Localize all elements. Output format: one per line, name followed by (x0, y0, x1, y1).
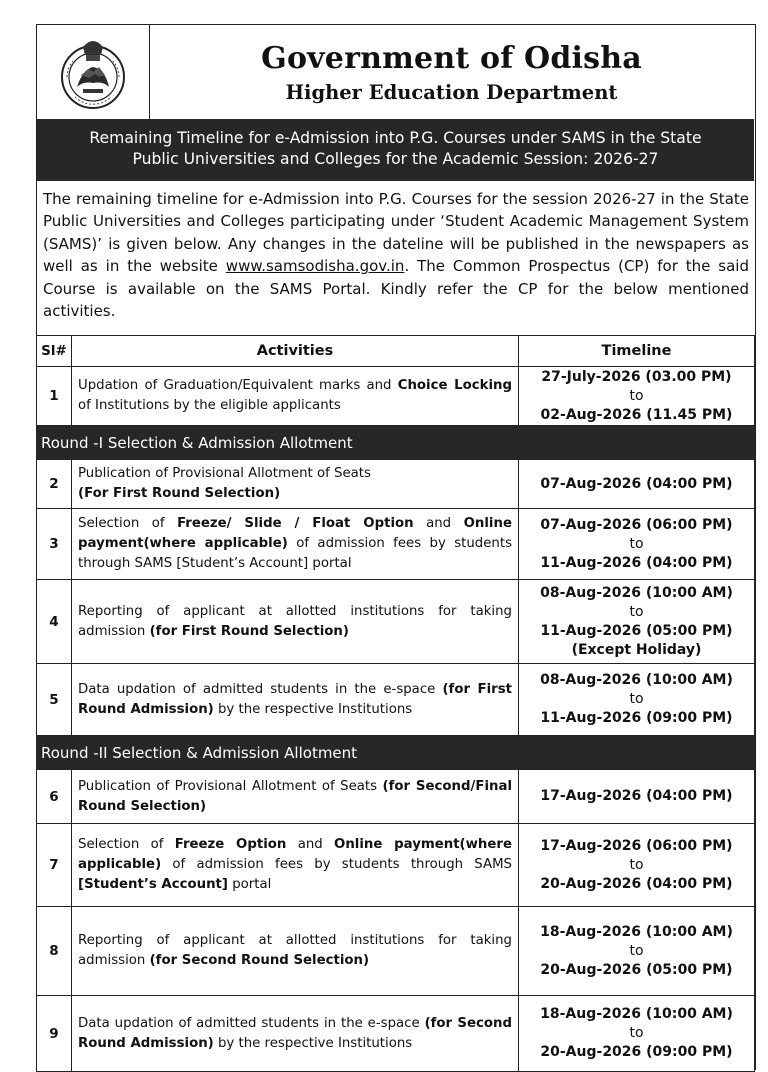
row-activity: Data updation of admitted students in the e-space (for Second Round Admission) by the respective Institutions (72, 996, 519, 1072)
header-timeline: Timeline (519, 336, 755, 367)
row-timeline: 17-Aug-2026 (04:00 PM) (519, 770, 755, 824)
notice-frame (36, 24, 756, 1070)
website-link[interactable]: www.samsodisha.gov.in (225, 257, 405, 276)
notice-title (37, 119, 754, 181)
row-activity: Data updation of admitted students in the e-space (for First Round Admission) by the respective Institutions (72, 664, 519, 736)
department-title: Higher Education Department (285, 81, 618, 104)
row-activity: Selection of Freeze/ Slide / Float Option and Online payment(where applicable) of admission fees by students through SAMS [Student’s Account] portal (72, 509, 519, 580)
round-1-heading (37, 426, 755, 460)
round-1-label: Round -I Selection & Admission Allotment (37, 426, 755, 460)
table-row (37, 509, 755, 580)
row-activity: Reporting of applicant at allotted institutions for taking admission (for Second Round Selection) (72, 907, 519, 996)
header-activities: Activities (72, 336, 519, 367)
odisha-emblem-icon (55, 31, 131, 111)
header (37, 25, 754, 120)
row-timeline: 07-Aug-2026 (04:00 PM) (519, 460, 755, 509)
row-sl: 1 (37, 367, 72, 426)
row-sl: 6 (37, 770, 72, 824)
row-timeline: 07-Aug-2026 (06:00 PM) to 11-Aug-2026 (04:00 PM) (519, 509, 755, 580)
timeline-table (36, 335, 755, 1072)
row-activity: Updation of Graduation/Equivalent marks and Choice Locking of Institutions by the eligible applicants (72, 367, 519, 426)
logo-box (37, 25, 150, 119)
table-row (37, 580, 755, 664)
table-row (37, 824, 755, 907)
row-timeline: 08-Aug-2026 (10:00 AM) to 11-Aug-2026 (05:00 PM) (Except Holiday) (519, 580, 755, 664)
row-activity: Publication of Provisional Allotment of Seats (for Second/Final Round Selection) (72, 770, 519, 824)
row-sl: 8 (37, 907, 72, 996)
row-sl: 3 (37, 509, 72, 580)
intro-text-2: . The Common Prospectus (CP) for the said Course is available on the SAMS Portal. Kindly refer the CP for the below mentioned activities. (43, 257, 749, 321)
intro-paragraph (43, 188, 749, 322)
row-timeline: 17-Aug-2026 (06:00 PM) to 20-Aug-2026 (04:00 PM) (519, 824, 755, 907)
row-timeline: 27-July-2026 (03.00 PM) to 02-Aug-2026 (11.45 PM) (519, 367, 755, 426)
row-sl: 2 (37, 460, 72, 509)
row-sl: 7 (37, 824, 72, 907)
round-2-heading (37, 736, 755, 770)
header-sl: Sl# (37, 336, 72, 367)
row-sl: 9 (37, 996, 72, 1072)
table-row (37, 996, 755, 1072)
government-title: Government of Odisha (261, 41, 642, 76)
row-sl: 4 (37, 580, 72, 664)
row-timeline: 08-Aug-2026 (10:00 AM) to 11-Aug-2026 (09:00 PM) (519, 664, 755, 736)
row-activity: Selection of Freeze Option and Online payment(where applicable) of admission fees by students through SAMS [Student’s Account] portal (72, 824, 519, 907)
intro-text-1: The remaining timeline for e-Admission into P.G. Courses for the session 2026-27 in the State Public Universities and Colleges participating under ‘Student Academic Management System (SAMS)’ is given below. Any changes in the dateline will be published in the newspapers as well as in the website (43, 190, 749, 276)
table-row (37, 367, 755, 426)
row-timeline: 18-Aug-2026 (10:00 AM) to 20-Aug-2026 (09:00 PM) (519, 996, 755, 1072)
table-row (37, 907, 755, 996)
row-timeline: 18-Aug-2026 (10:00 AM) to 20-Aug-2026 (05:00 PM) (519, 907, 755, 996)
notice-title-line-2: Public Universities and Colleges for the Academic Session: 2026-27 (132, 150, 659, 168)
table-row (37, 770, 755, 824)
notice-title-line-1: Remaining Timeline for e-Admission into P.G. Courses under SAMS in the State (89, 129, 702, 147)
row-activity: Publication of Provisional Allotment of Seats (For First Round Selection) (72, 460, 519, 509)
row-activity: Reporting of applicant at allotted institutions for taking admission (for First Round Selection) (72, 580, 519, 664)
round-2-label: Round -II Selection & Admission Allotment (37, 736, 755, 770)
table-header-row (37, 336, 755, 367)
row-sl: 5 (37, 664, 72, 736)
table-row (37, 664, 755, 736)
table-row (37, 460, 755, 509)
